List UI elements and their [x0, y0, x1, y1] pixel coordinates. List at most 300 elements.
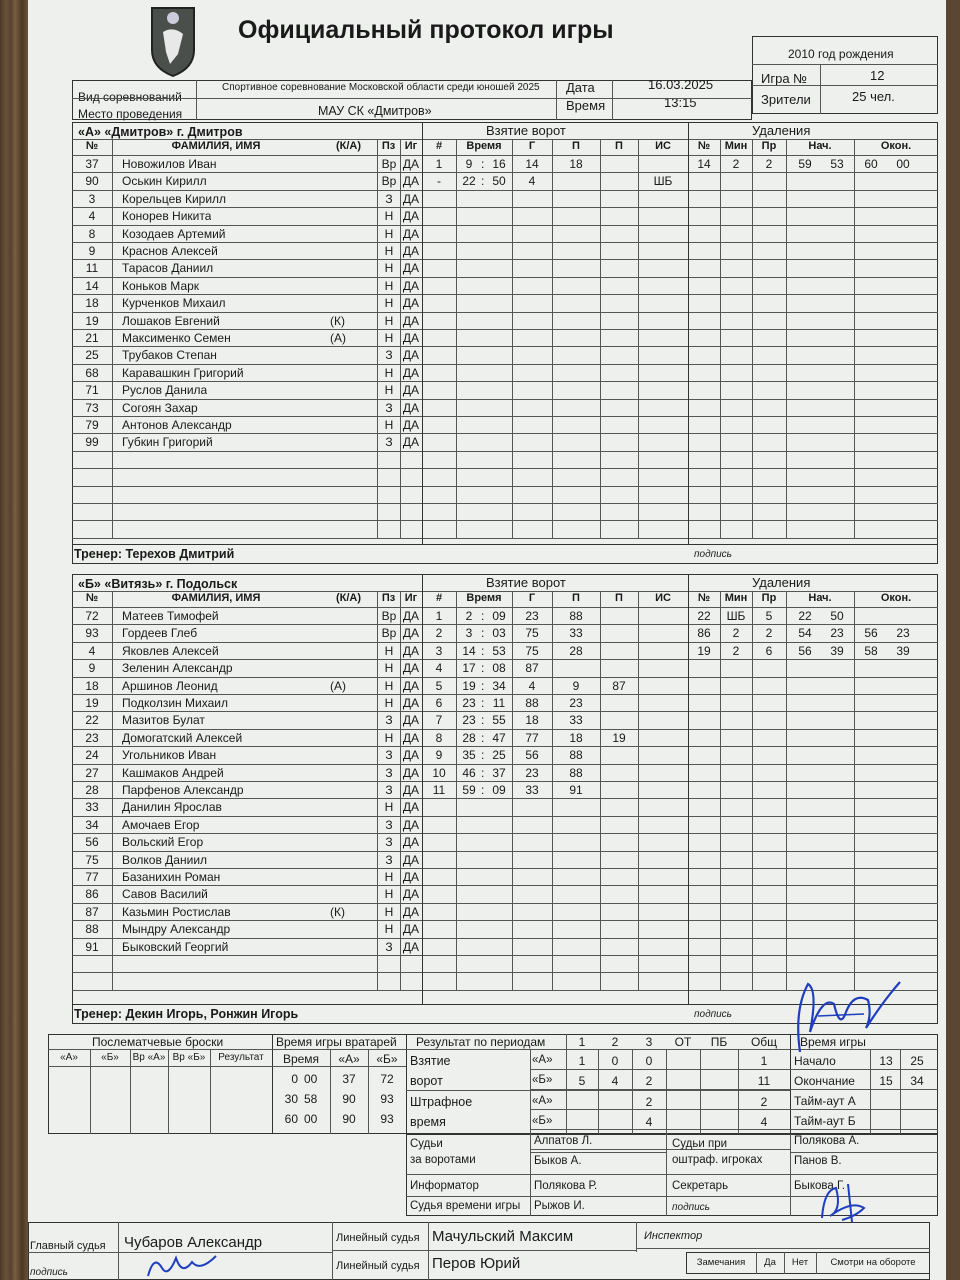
- federation-shield-logo: [148, 4, 198, 78]
- player-position: Вр: [381, 626, 397, 641]
- player-played: ДА: [402, 296, 420, 311]
- rule-line: [900, 1049, 901, 1134]
- player-played: ДА: [402, 331, 420, 345]
- goal-assist-1: 28: [569, 643, 583, 658]
- player-name: Согоян Захар: [122, 400, 198, 415]
- player-number: 79: [85, 418, 99, 432]
- goal-second: 09: [492, 609, 506, 623]
- player-played: ДА: [402, 730, 420, 745]
- goal-number: 10: [432, 765, 446, 780]
- team-tag: «Б»: [532, 1115, 553, 1127]
- player-played: ДА: [402, 887, 420, 902]
- team_b-col-header: (К/А): [335, 592, 362, 604]
- game-time-label: Начало: [794, 1054, 836, 1068]
- team_a-col-header: П: [572, 140, 580, 152]
- goal-second: 34: [492, 678, 506, 693]
- pim-label: Штрафное: [410, 1095, 473, 1109]
- period-pim: 2: [760, 1095, 768, 1109]
- player-played: ДА: [402, 313, 420, 328]
- goal-second: 50: [492, 174, 506, 189]
- player-name: Вольский Егор: [122, 835, 204, 850]
- player-name: Оськин Кирилл: [122, 174, 207, 189]
- player-name: Парфенов Александр: [122, 783, 244, 797]
- goal-minute: 9: [465, 157, 473, 171]
- rule-line: [332, 1250, 636, 1251]
- player-played: ДА: [402, 904, 420, 919]
- goal-minute: 17: [462, 661, 476, 676]
- period-pim: 4: [645, 1115, 653, 1129]
- penalty-end-sec: 23: [896, 626, 910, 641]
- rule-line: [90, 1049, 91, 1134]
- penalty-end-sec: 00: [896, 157, 910, 171]
- player-position: Вр: [381, 174, 397, 189]
- player-position: Н: [384, 226, 394, 241]
- period-goals: 0: [611, 1054, 619, 1068]
- player-played: ДА: [402, 696, 420, 710]
- rule-line: [210, 1049, 211, 1134]
- informer-label: Информатор: [410, 1180, 479, 1192]
- team_a-col-header: №: [697, 140, 711, 152]
- game-time-title: Время игры: [800, 1035, 866, 1049]
- player-played: ДА: [402, 748, 420, 763]
- penalty-player: 22: [697, 609, 711, 623]
- rule-line: [752, 64, 938, 65]
- penalty-end-min: 56: [864, 626, 878, 641]
- penalty-end-min: 60: [864, 157, 878, 171]
- rule-line: [72, 538, 938, 539]
- player-number: 24: [85, 748, 99, 763]
- rule-line: [428, 1222, 429, 1280]
- time-separator: :: [481, 713, 485, 728]
- player-position: З: [385, 939, 393, 954]
- player-number: 19: [85, 696, 99, 710]
- goal-minute: 3: [465, 626, 473, 641]
- player-position: Н: [384, 209, 394, 224]
- goal-minute: 28: [462, 730, 476, 745]
- team_a-col-header: Мин: [724, 140, 748, 152]
- player-position: З: [385, 435, 393, 450]
- player-position: Н: [384, 365, 394, 380]
- team_b-col-header: Пз: [381, 592, 396, 604]
- timekeeper-name: Рыжов И.: [534, 1200, 585, 1212]
- goal-assist-1: 88: [569, 609, 583, 623]
- goalie-time-minute: 30: [284, 1092, 298, 1106]
- game-time-minute: 34: [910, 1074, 924, 1088]
- shootout-col: «Б»: [101, 1052, 119, 1063]
- player-played: ДА: [402, 626, 420, 641]
- rule-line: [738, 1049, 739, 1134]
- penalty-player: 19: [697, 643, 711, 658]
- goal-judges-label-2: за воротами: [410, 1154, 476, 1166]
- goal-assist-1: 33: [569, 626, 583, 641]
- team_a-col-header: Время: [466, 140, 502, 152]
- player-position: Вр: [381, 609, 397, 623]
- goal-judge-1: Алпатов Л.: [534, 1135, 593, 1147]
- rule-line: [870, 1049, 871, 1134]
- goal-judge-2: Быков А.: [534, 1155, 582, 1167]
- player-name: Мындру Александр: [122, 922, 231, 937]
- period-pim: 4: [760, 1115, 768, 1129]
- penalty-judges-label: Судьи при: [672, 1138, 728, 1150]
- spectators-label: Зрители: [761, 92, 811, 107]
- goal-second: 25: [492, 748, 506, 763]
- rule-line: [72, 451, 938, 452]
- player-name: Тарасов Даниил: [122, 261, 214, 276]
- rule-line: [72, 520, 938, 521]
- team_a-penalties-title: Удаления: [752, 123, 811, 138]
- rule-line: [790, 1089, 938, 1090]
- goalie-time-col: «Б»: [376, 1052, 398, 1066]
- player-number: 37: [85, 157, 99, 171]
- rule-line: [636, 1248, 930, 1249]
- player-played: ДА: [402, 870, 420, 884]
- rule-line: [786, 591, 787, 990]
- rule-line: [786, 139, 787, 538]
- rule-line: [790, 1109, 938, 1110]
- goalie-time-minute: 60: [284, 1112, 298, 1126]
- rule-line: [530, 1049, 531, 1134]
- player-number: 28: [85, 783, 99, 797]
- goal-scorer: 87: [525, 661, 539, 676]
- player-number: 90: [85, 174, 99, 189]
- team_b-col-header: №: [697, 592, 711, 604]
- rule-line: [820, 64, 821, 114]
- goalie-b-number: 93: [380, 1092, 394, 1106]
- player-number: 71: [85, 383, 99, 398]
- goal-minute: 22: [462, 174, 476, 189]
- rule-line: [512, 139, 513, 538]
- goal-second: 47: [492, 730, 506, 745]
- goal-assist-1: 88: [569, 748, 583, 763]
- player-played: ДА: [402, 713, 420, 728]
- player-number: 18: [85, 678, 99, 693]
- rule-line: [272, 1049, 406, 1050]
- time-separator: :: [481, 174, 485, 189]
- player-number: 3: [88, 191, 96, 206]
- player-name: Коньков Марк: [122, 278, 200, 293]
- goal-minute: 2: [465, 609, 473, 623]
- player-number: 11: [85, 261, 99, 276]
- period-goals: 5: [578, 1074, 586, 1088]
- goal-situation: ШБ: [653, 174, 673, 189]
- player-name: Домогатский Алексей: [122, 730, 243, 745]
- player-name: Волков Даниил: [122, 852, 208, 867]
- player-name: Руслов Данила: [122, 383, 208, 398]
- rule-line: [48, 1066, 278, 1067]
- goal-number: 2: [435, 626, 443, 641]
- secretary-sign-label: подпись: [672, 1202, 710, 1213]
- time-separator: :: [481, 609, 485, 623]
- player-played: ДА: [402, 157, 420, 171]
- game-time-label: Тайм-аут Б: [794, 1114, 856, 1128]
- goal-judges-label: Судьи: [410, 1138, 443, 1150]
- goal-second: 16: [492, 157, 506, 171]
- goal-second: 55: [492, 713, 506, 728]
- player-name: Курченков Михаил: [122, 296, 226, 311]
- goal-scorer: 88: [525, 696, 539, 710]
- team_b-col-header: Время: [466, 592, 502, 604]
- time-separator: :: [481, 661, 485, 676]
- rule-line: [272, 1066, 406, 1067]
- time-separator: :: [481, 157, 485, 171]
- rule-line: [638, 591, 639, 990]
- player-name: Подколзин Михаил: [122, 696, 228, 710]
- team-tag: «А»: [532, 1054, 553, 1066]
- goal-scorer: 33: [525, 783, 539, 797]
- period-goals: 0: [645, 1054, 653, 1068]
- team_a-title: «А» «Дмитров» г. Дмитров: [78, 125, 243, 139]
- period-col: Общ: [750, 1035, 778, 1049]
- player-position: Н: [384, 261, 394, 276]
- rule-line: [790, 1152, 938, 1153]
- goal-scorer: 4: [528, 174, 536, 189]
- goal-minute: 23: [462, 713, 476, 728]
- player-played: ДА: [402, 261, 420, 276]
- player-number: 34: [85, 817, 99, 832]
- rule-line: [784, 1252, 785, 1274]
- player-number: 19: [85, 313, 99, 328]
- goalie-b-number: 93: [380, 1112, 394, 1126]
- player-number: 91: [85, 939, 99, 954]
- team_b-col-header: Пр: [761, 592, 777, 604]
- goal-assist-1: 18: [569, 157, 583, 171]
- penalty-judges-label-2: оштраф. игроках: [672, 1154, 763, 1166]
- player-number: 99: [85, 435, 99, 450]
- goalie-time-second: 00: [304, 1072, 318, 1086]
- player-played: ДА: [402, 209, 420, 224]
- team_b-col-header: Мин: [724, 592, 748, 604]
- game-time-minute: 25: [910, 1054, 924, 1068]
- player-position: З: [385, 748, 393, 763]
- rule-line: [598, 1049, 599, 1134]
- penalty-start-min: 56: [798, 643, 812, 658]
- player-number: 9: [88, 661, 96, 676]
- rule-line: [666, 1049, 667, 1134]
- player-position: Н: [384, 661, 394, 676]
- player-role: (А): [330, 331, 346, 345]
- goal-scorer: 23: [525, 765, 539, 780]
- goal-assist-1: 9: [572, 678, 580, 693]
- rule-line: [816, 1252, 817, 1274]
- secretary-name: Быкова Г.: [794, 1180, 845, 1192]
- team_b-col-header: Окон.: [880, 592, 912, 604]
- player-name: Каравашкин Григорий: [122, 365, 244, 380]
- penalty-end-min: 58: [864, 643, 878, 658]
- period-goals: 4: [611, 1074, 619, 1088]
- player-name: Антонов Александр: [122, 418, 232, 432]
- goal-scorer: 77: [525, 730, 539, 745]
- player-number: 23: [85, 730, 99, 745]
- rule-line: [790, 1069, 938, 1070]
- game-time-hour: 15: [879, 1074, 893, 1088]
- player-played: ДА: [402, 800, 420, 815]
- venue-label: Место проведения: [78, 107, 183, 121]
- rule-line: [688, 122, 689, 544]
- player-position: Н: [384, 278, 394, 293]
- team-tag: «А»: [532, 1095, 553, 1107]
- rule-line: [48, 1049, 278, 1050]
- rule-line: [332, 1222, 333, 1280]
- goal-assist-1: 18: [569, 730, 583, 745]
- time-separator: :: [481, 626, 485, 641]
- rule-line: [600, 139, 601, 538]
- game-time-hour: 13: [879, 1054, 893, 1068]
- player-position: З: [385, 348, 393, 363]
- shootout-title: Послематчевые броски: [92, 1035, 224, 1049]
- period-col: 2: [611, 1035, 619, 1049]
- penalty-minutes: ШБ: [726, 609, 746, 623]
- penalty-start-sec: 53: [830, 157, 844, 171]
- time-separator: :: [481, 678, 485, 693]
- penalty-player: 14: [697, 157, 711, 171]
- game-date: 16.03.2025: [648, 77, 714, 92]
- player-played: ДА: [402, 400, 420, 415]
- rule-line: [118, 1222, 119, 1280]
- player-played: ДА: [402, 922, 420, 937]
- shootout-col: Вр «А»: [132, 1052, 166, 1063]
- team_a-col-header: №: [85, 140, 99, 152]
- goalie-time-col: «А»: [338, 1052, 360, 1066]
- goal-scorer: 56: [525, 748, 539, 763]
- player-number: 88: [85, 922, 99, 937]
- rule-line: [790, 1129, 938, 1130]
- penalty-reason: 2: [765, 157, 773, 171]
- player-position: З: [385, 783, 393, 797]
- rule-line: [600, 591, 601, 990]
- remarks-option: Да: [764, 1257, 776, 1268]
- period-col: 1: [578, 1035, 586, 1049]
- rule-line: [72, 955, 938, 956]
- player-number: 33: [85, 800, 99, 815]
- rule-line: [456, 139, 457, 538]
- player-number: 73: [85, 400, 99, 415]
- date-label: Дата: [566, 80, 595, 95]
- player-number: 18: [85, 296, 99, 311]
- time-separator: :: [481, 765, 485, 780]
- goal-minute: 19: [462, 678, 476, 693]
- time-separator: :: [481, 643, 485, 658]
- goal-minute: 23: [462, 696, 476, 710]
- player-played: ДА: [402, 278, 420, 293]
- goal-assist-2: 87: [612, 678, 626, 693]
- player-name: Зеленин Александр: [122, 661, 233, 676]
- player-name: Мазитов Булат: [122, 713, 205, 728]
- secretary-signature: [812, 1180, 882, 1224]
- goal-minute: 14: [462, 643, 476, 658]
- player-position: Н: [384, 904, 394, 919]
- penalty-start-min: 22: [798, 609, 812, 623]
- player-name: Угольников Иван: [122, 748, 217, 763]
- player-name: Конорев Никита: [122, 209, 212, 224]
- player-played: ДА: [402, 643, 420, 658]
- time-separator: :: [481, 748, 485, 763]
- linesman-1-name: Мачульский Максим: [432, 1228, 574, 1245]
- player-position: З: [385, 765, 393, 780]
- rule-line: [530, 1134, 531, 1216]
- player-number: 25: [85, 348, 99, 363]
- player-name: Аршинов Леонид: [122, 678, 218, 693]
- player-number: 75: [85, 852, 99, 867]
- rule-line: [720, 139, 721, 538]
- player-name: Трубаков Степан: [122, 348, 217, 363]
- goal-second: 09: [492, 783, 506, 797]
- game-number: 12: [870, 68, 885, 83]
- rule-line: [72, 591, 938, 592]
- player-name: Матеев Тимофей: [122, 609, 219, 623]
- time-separator: :: [481, 783, 485, 797]
- team_a-col-header: Пр: [761, 140, 777, 152]
- player-name: Максименко Семен: [122, 331, 231, 345]
- team_b-col-header: №: [85, 592, 99, 604]
- team_b-coach-sign-label: подпись: [694, 1009, 732, 1020]
- time-separator: :: [481, 730, 485, 745]
- player-played: ДА: [402, 365, 420, 380]
- time-separator: :: [481, 696, 485, 710]
- penalty-minutes: 2: [732, 643, 740, 658]
- secretary-label: Секретарь: [672, 1180, 729, 1192]
- game-time-label: Окончание: [794, 1074, 855, 1088]
- goal-number: 11: [432, 783, 446, 797]
- penalty-start-sec: 50: [830, 609, 844, 623]
- player-number: 86: [85, 887, 99, 902]
- linesman-2-label: Линейный судья: [336, 1260, 420, 1272]
- rule-line: [790, 1134, 791, 1216]
- team_a-col-header: Г: [528, 140, 536, 152]
- linesman-1-label: Линейный судья: [336, 1232, 420, 1244]
- player-name: Новожилов Иван: [122, 157, 217, 171]
- rule-line: [72, 503, 938, 504]
- player-played: ДА: [402, 852, 420, 867]
- rule-line: [854, 591, 855, 990]
- game-number-label: Игра №: [761, 71, 808, 86]
- team_a-col-header: П: [615, 140, 623, 152]
- player-name: Гордеев Глеб: [122, 626, 198, 641]
- rule-line: [666, 1134, 667, 1216]
- penalty-start-min: 59: [798, 157, 812, 171]
- player-name: Краснов Алексей: [122, 244, 218, 258]
- birth-year: 2010 год рождения: [788, 47, 894, 61]
- team_a-col-header: ИС: [655, 140, 671, 152]
- team_a-col-header: (К/А): [335, 140, 362, 152]
- player-position: Н: [384, 696, 394, 710]
- period-goals: 1: [578, 1054, 586, 1068]
- goal-scorer: 23: [525, 609, 539, 623]
- rule-line: [130, 1049, 131, 1134]
- team_b-col-header: Иг: [404, 592, 418, 604]
- player-number: 22: [85, 713, 99, 728]
- player-position: Н: [384, 331, 394, 345]
- rule-line: [752, 85, 938, 86]
- penalty-reason: 6: [765, 643, 773, 658]
- spectators-count: 25 чел.: [852, 89, 895, 104]
- player-position: Н: [384, 643, 394, 658]
- goalie-time-second: 00: [304, 1112, 318, 1126]
- player-position: З: [385, 835, 393, 850]
- rule-line: [72, 139, 938, 140]
- penalty-minutes: 2: [732, 626, 740, 641]
- rule-line: [552, 139, 553, 538]
- player-name: Кашмаков Андрей: [122, 765, 224, 780]
- goal-second: 11: [492, 696, 506, 710]
- player-position: З: [385, 400, 393, 415]
- player-name: Лошаков Евгений: [122, 313, 220, 328]
- rule-line: [196, 80, 197, 120]
- player-played: ДА: [402, 835, 420, 850]
- goal-number: 5: [435, 678, 443, 693]
- player-played: ДА: [402, 226, 420, 241]
- time-label: Время: [566, 98, 606, 113]
- player-role: (К): [330, 313, 345, 328]
